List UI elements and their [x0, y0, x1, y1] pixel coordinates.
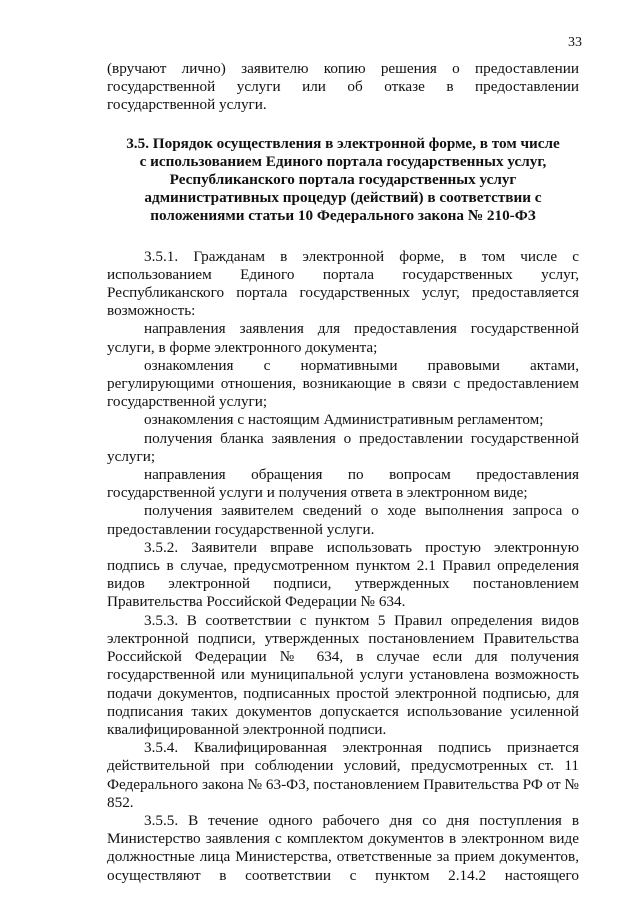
heading-line: с использованием Единого портала государственных услуг, — [139, 152, 547, 170]
paragraph-3-5-3: 3.5.3. В соответствии с пунктом 5 Правил определения видов электронной подписи, утвержденных постановлением Правительства Российской Федерации № 634, в случае если для получения государственной или муниципальной услуги установлена возможность подачи документов, подписанных простой электронной подписью, для подписания таких документов допускается использование усиленной квалифицированной электронной подписи. — [107, 611, 579, 738]
document-body — [107, 60, 579, 885]
page-number: 33 — [568, 35, 582, 50]
section-heading — [107, 135, 579, 226]
list-item: получения бланка заявления о предоставлении государственной услуги; — [107, 429, 579, 465]
heading-line: Республиканского портала государственных услуг — [169, 171, 517, 189]
list-item: ознакомления с настоящим Административным регламентом; — [144, 411, 544, 429]
paragraph-3-5-1: 3.5.1. Гражданам в электронной форме, в том числе с использованием Единого портала государственных услуг, Республиканского портала государственных услуг, предоставляется возможность: — [107, 247, 579, 320]
list-item: ознакомления с нормативными правовыми актами, регулирующими отношения, возникающие в связи с предоставлением государственной услуги; — [107, 356, 579, 411]
heading-line: 3.5. Порядок осуществления в электронной форме, в том числе — [126, 134, 560, 152]
paragraph-3-5-4: 3.5.4. Квалифицированная электронная подпись признается действительной при соблюдении условий, предусмотренных ст. 11 Федерального закона № 63-ФЗ, постановлением Правительства РФ от № 852. — [107, 739, 579, 811]
list-item: получения заявителем сведений о ходе выполнения запроса о предоставлении государственной услуги. — [107, 502, 579, 538]
paragraph-3-5-5: 3.5.5. В течение одного рабочего дня со дня поступления в Министерство заявления с комплектом документов в электронном виде должностные лица Министерства, ответственные за прием документов, осуществляют в соответствии с пунктом 2.14.2 настоящего — [107, 811, 579, 884]
list-item: направления обращения по вопросам предоставления государственной услуги и получения ответа в электронном виде; — [107, 466, 579, 502]
list-item: направления заявления для предоставления государственной услуги, в форме электронного документа; — [107, 320, 579, 356]
heading-line: административных процедур (действий) в соответствии с — [144, 189, 542, 207]
intro-paragraph: (вручают лично) заявителю копию решения о предоставлении государственной услуги или об отказе в предоставлении государственной услуги. — [107, 60, 579, 114]
heading-line: положениями статьи 10 Федерального закона № 210-ФЗ — [150, 207, 536, 225]
paragraph-3-5-2: 3.5.2. Заявители вправе использовать простую электронную подпись в случае, предусмотренном пунктом 2.1 Правил определения видов электронной подписи, утвержденных постановлением Правительства Российской Федерации № 634. — [107, 538, 579, 611]
